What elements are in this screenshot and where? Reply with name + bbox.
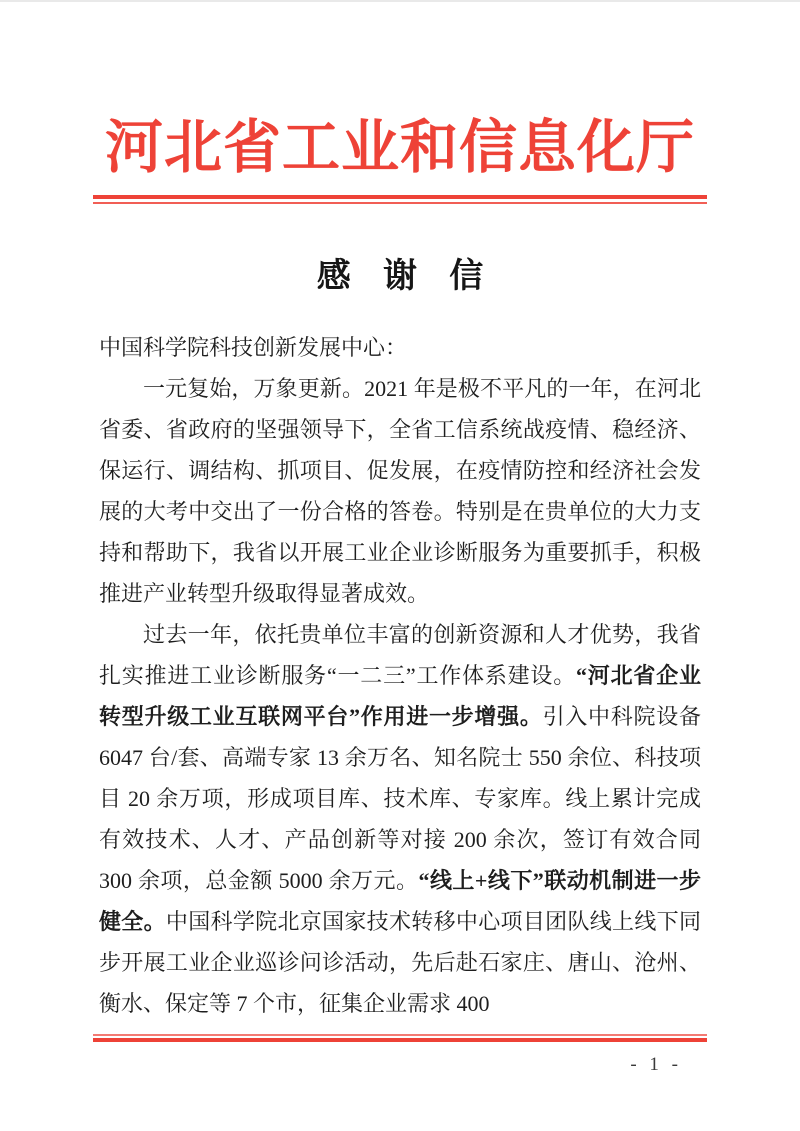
letter-body: [99, 327, 701, 1024]
footer-divider: [93, 1034, 707, 1042]
body-text-segment: 过去一年，依托贵单位丰富的创新资源和人才优势，我省扎实推进工业诊断服务“一二三”工作体系建设。: [99, 622, 701, 689]
body-text-bold-segment: “线上+线下”联动机制进一步健全。: [99, 868, 701, 935]
letterhead-divider: [93, 195, 707, 204]
divider-thin-line: [93, 1034, 707, 1036]
paragraphs-container: [99, 368, 701, 1024]
body-text-segment: 一元复始，万象更新。2021 年是极不平凡的一年，在河北省委、省政府的坚强领导下，全省工信系统战疫情、稳经济、保运行、调结构、抓项目、促发展，在疫情防控和经济社会发展的大考中交出了一份合格的答卷。特别是在贵单位的大力支持和帮助下，我省以开展工业企业诊断服务为重要抓手，积极推进产业转型升级取得显著成效。: [99, 376, 701, 607]
document-title: 感 谢 信: [316, 258, 496, 296]
salutation: 中国科学院科技创新发展中心：: [99, 335, 408, 361]
body-text-segment: 引入中科院设备 6047 台/套、高端专家 13 余万名、知名院士 550 余位、科技项目 20 余万项，形成项目库、技术库、专家库。线上累计完成有效技术、人才、产品创新等对接 200 余次，签订有效合同 300 余项，总金额 5000 余万元。: [99, 704, 701, 894]
page-number: - 1 -: [630, 1054, 682, 1075]
letterhead: [0, 110, 800, 204]
body-paragraph: [99, 614, 701, 1024]
body-text-segment: 中国科学院北京国家技术转移中心项目团队线上线下同步开展工业企业巡诊问诊活动，先后赴石家庄、唐山、沧州、衡水、保定等 7 个市，征集企业需求 400: [99, 909, 701, 1017]
letterhead-title: 河北省工业和信息化厅: [104, 115, 695, 180]
body-paragraph: [99, 368, 701, 614]
divider-thick-line: [93, 1038, 707, 1042]
divider-thin-line: [93, 202, 707, 204]
body-text-bold-segment: “河北省企业转型升级工业互联网平台”作用进一步增强。: [99, 663, 701, 730]
